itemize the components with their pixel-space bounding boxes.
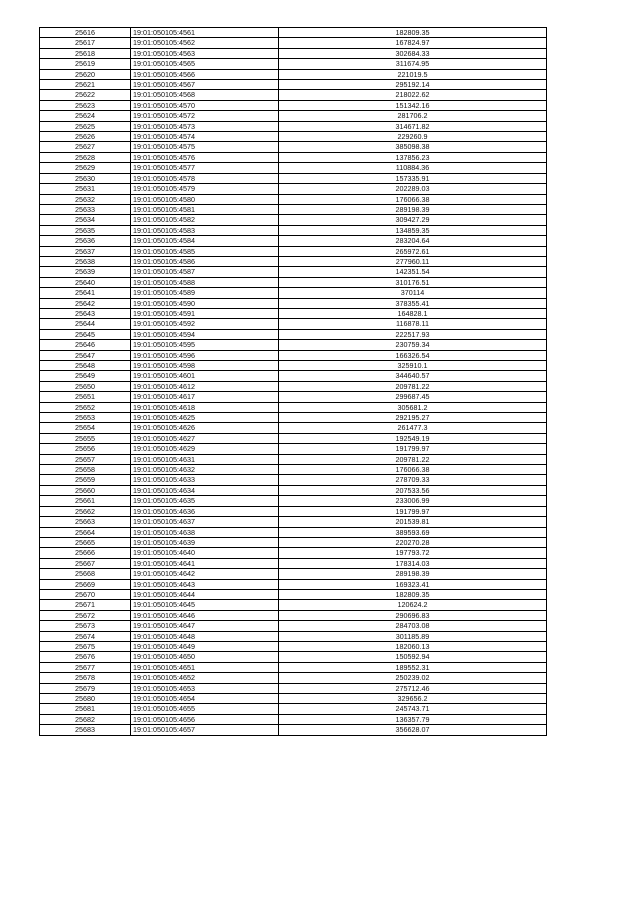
value-cell: 385098.38	[279, 142, 547, 152]
value-cell: 176066.38	[279, 465, 547, 475]
table-row	[40, 402, 547, 412]
value-cell: 289198.39	[279, 204, 547, 214]
table-row	[40, 329, 547, 339]
row-number-cell: 25676	[40, 652, 131, 662]
cadastral-number-cell: 19:01:050105:4617	[131, 392, 279, 402]
table-row	[40, 48, 547, 58]
value-cell: 166326.54	[279, 350, 547, 360]
table-row	[40, 111, 547, 121]
value-cell: 325910.1	[279, 361, 547, 371]
cadastral-number-cell: 19:01:050105:4643	[131, 579, 279, 589]
table-row	[40, 537, 547, 547]
cadastral-number-cell: 19:01:050105:4626	[131, 423, 279, 433]
value-cell: 189552.31	[279, 662, 547, 672]
cadastral-number-cell: 19:01:050105:4573	[131, 121, 279, 131]
row-number-cell: 25670	[40, 589, 131, 599]
value-cell: 167824.97	[279, 38, 547, 48]
row-number-cell: 25682	[40, 714, 131, 724]
row-number-cell: 25681	[40, 704, 131, 714]
row-number-cell: 25639	[40, 267, 131, 277]
table-row	[40, 694, 547, 704]
row-number-cell: 25646	[40, 340, 131, 350]
value-cell: 137856.23	[279, 152, 547, 162]
cadastral-number-cell: 19:01:050105:4650	[131, 652, 279, 662]
row-number-cell: 25673	[40, 621, 131, 631]
row-number-cell: 25640	[40, 277, 131, 287]
table-row	[40, 423, 547, 433]
row-number-cell: 25624	[40, 111, 131, 121]
row-number-cell: 25671	[40, 600, 131, 610]
row-number-cell: 25680	[40, 694, 131, 704]
row-number-cell: 25622	[40, 90, 131, 100]
cadastral-number-cell: 19:01:050105:4577	[131, 163, 279, 173]
table-row	[40, 173, 547, 183]
row-number-cell: 25643	[40, 308, 131, 318]
value-cell: 310176.51	[279, 277, 547, 287]
value-cell: 283204.64	[279, 236, 547, 246]
value-cell: 191799.97	[279, 506, 547, 516]
cadastral-number-cell: 19:01:050105:4638	[131, 527, 279, 537]
cadastral-number-cell: 19:01:050105:4642	[131, 569, 279, 579]
row-number-cell: 25653	[40, 413, 131, 423]
cadastral-number-cell: 19:01:050105:4574	[131, 132, 279, 142]
row-number-cell: 25663	[40, 517, 131, 527]
value-cell: 197793.72	[279, 548, 547, 558]
table-row	[40, 298, 547, 308]
cadastral-number-cell: 19:01:050105:4655	[131, 704, 279, 714]
cadastral-number-cell: 19:01:050105:4639	[131, 537, 279, 547]
cadastral-number-cell: 19:01:050105:4594	[131, 329, 279, 339]
table-row	[40, 288, 547, 298]
row-number-cell: 25675	[40, 641, 131, 651]
cadastral-number-cell: 19:01:050105:4568	[131, 90, 279, 100]
row-number-cell: 25650	[40, 381, 131, 391]
table-row	[40, 506, 547, 516]
table-body	[40, 28, 547, 736]
value-cell: 134859.35	[279, 225, 547, 235]
value-cell: 314671.82	[279, 121, 547, 131]
row-number-cell: 25632	[40, 194, 131, 204]
value-cell: 169323.41	[279, 579, 547, 589]
row-number-cell: 25658	[40, 465, 131, 475]
table-row	[40, 371, 547, 381]
value-cell: 176066.38	[279, 194, 547, 204]
cadastral-number-cell: 19:01:050105:4652	[131, 673, 279, 683]
cadastral-number-cell: 19:01:050105:4656	[131, 714, 279, 724]
cadastral-number-cell: 19:01:050105:4580	[131, 194, 279, 204]
table-row	[40, 361, 547, 371]
value-cell: 136357.79	[279, 714, 547, 724]
value-cell: 265972.61	[279, 246, 547, 256]
row-number-cell: 25656	[40, 444, 131, 454]
table-row	[40, 496, 547, 506]
table-row	[40, 215, 547, 225]
value-cell: 230759.34	[279, 340, 547, 350]
cadastral-number-cell: 19:01:050105:4649	[131, 641, 279, 651]
cadastral-number-cell: 19:01:050105:4627	[131, 433, 279, 443]
cadastral-number-cell: 19:01:050105:4591	[131, 308, 279, 318]
value-cell: 182060.13	[279, 641, 547, 651]
value-cell: 182809.35	[279, 28, 547, 38]
cadastral-number-cell: 19:01:050105:4641	[131, 558, 279, 568]
table-row	[40, 392, 547, 402]
cadastral-number-cell: 19:01:050105:4575	[131, 142, 279, 152]
cadastral-number-cell: 19:01:050105:4589	[131, 288, 279, 298]
table-row	[40, 121, 547, 131]
row-number-cell: 25631	[40, 184, 131, 194]
value-cell: 344640.57	[279, 371, 547, 381]
table-row	[40, 704, 547, 714]
row-number-cell: 25636	[40, 236, 131, 246]
cadastral-number-cell: 19:01:050105:4583	[131, 225, 279, 235]
row-number-cell: 25683	[40, 725, 131, 735]
table-row	[40, 579, 547, 589]
row-number-cell: 25649	[40, 371, 131, 381]
cadastral-number-cell: 19:01:050105:4645	[131, 600, 279, 610]
cadastral-number-cell: 19:01:050105:4636	[131, 506, 279, 516]
table-row	[40, 277, 547, 287]
row-number-cell: 25655	[40, 433, 131, 443]
table-row	[40, 59, 547, 69]
value-cell: 250239.02	[279, 673, 547, 683]
table-row	[40, 548, 547, 558]
cadastral-number-cell: 19:01:050105:4612	[131, 381, 279, 391]
table-row	[40, 152, 547, 162]
cadastral-number-cell: 19:01:050105:4654	[131, 694, 279, 704]
value-cell: 192549.19	[279, 433, 547, 443]
row-number-cell: 25621	[40, 80, 131, 90]
table-row	[40, 444, 547, 454]
value-cell: 191799.97	[279, 444, 547, 454]
value-cell: 151342.16	[279, 100, 547, 110]
cadastral-number-cell: 19:01:050105:4562	[131, 38, 279, 48]
value-cell: 378355.41	[279, 298, 547, 308]
cadastral-number-cell: 19:01:050105:4633	[131, 475, 279, 485]
table-row	[40, 100, 547, 110]
value-cell: 120624.2	[279, 600, 547, 610]
value-cell: 309427.29	[279, 215, 547, 225]
row-number-cell: 25677	[40, 662, 131, 672]
table-row	[40, 225, 547, 235]
table-row	[40, 194, 547, 204]
value-cell: 222517.93	[279, 329, 547, 339]
table-row	[40, 28, 547, 38]
row-number-cell: 25648	[40, 361, 131, 371]
cadastral-number-cell: 19:01:050105:4596	[131, 350, 279, 360]
cadastral-number-cell: 19:01:050105:4637	[131, 517, 279, 527]
cadastral-number-cell: 19:01:050105:4588	[131, 277, 279, 287]
row-number-cell: 25665	[40, 537, 131, 547]
value-cell: 209781.22	[279, 454, 547, 464]
row-number-cell: 25644	[40, 319, 131, 329]
table-row	[40, 621, 547, 631]
row-number-cell: 25662	[40, 506, 131, 516]
value-cell: 245743.71	[279, 704, 547, 714]
cadastral-number-cell: 19:01:050105:4647	[131, 621, 279, 631]
cadastral-value-table	[39, 27, 547, 736]
row-number-cell: 25669	[40, 579, 131, 589]
table-row	[40, 610, 547, 620]
cadastral-number-cell: 19:01:050105:4651	[131, 662, 279, 672]
cadastral-number-cell: 19:01:050105:4565	[131, 59, 279, 69]
table-row	[40, 485, 547, 495]
row-number-cell: 25633	[40, 204, 131, 214]
row-number-cell: 25660	[40, 485, 131, 495]
table-row	[40, 600, 547, 610]
row-number-cell: 25657	[40, 454, 131, 464]
row-number-cell: 25620	[40, 69, 131, 79]
value-cell: 142351.54	[279, 267, 547, 277]
row-number-cell: 25651	[40, 392, 131, 402]
table-row	[40, 256, 547, 266]
cadastral-number-cell: 19:01:050105:4631	[131, 454, 279, 464]
cadastral-number-cell: 19:01:050105:4572	[131, 111, 279, 121]
cadastral-number-cell: 19:01:050105:4587	[131, 267, 279, 277]
table-row	[40, 673, 547, 683]
table-row	[40, 725, 547, 735]
row-number-cell: 25642	[40, 298, 131, 308]
table-row	[40, 662, 547, 672]
row-number-cell: 25661	[40, 496, 131, 506]
table-row	[40, 163, 547, 173]
value-cell: 157335.91	[279, 173, 547, 183]
value-cell: 209781.22	[279, 381, 547, 391]
value-cell: 182809.35	[279, 589, 547, 599]
value-cell: 207533.56	[279, 485, 547, 495]
table-row	[40, 683, 547, 693]
cadastral-number-cell: 19:01:050105:4644	[131, 589, 279, 599]
cadastral-number-cell: 19:01:050105:4570	[131, 100, 279, 110]
cadastral-number-cell: 19:01:050105:4635	[131, 496, 279, 506]
table-row	[40, 142, 547, 152]
cadastral-number-cell: 19:01:050105:4629	[131, 444, 279, 454]
value-cell: 277960.11	[279, 256, 547, 266]
row-number-cell: 25623	[40, 100, 131, 110]
value-cell: 233006.99	[279, 496, 547, 506]
row-number-cell: 25641	[40, 288, 131, 298]
table-row	[40, 631, 547, 641]
table-row	[40, 246, 547, 256]
value-cell: 150592.94	[279, 652, 547, 662]
cadastral-number-cell: 19:01:050105:4634	[131, 485, 279, 495]
table-row	[40, 236, 547, 246]
table-row	[40, 475, 547, 485]
row-number-cell: 25634	[40, 215, 131, 225]
value-cell: 110884.36	[279, 163, 547, 173]
row-number-cell: 25668	[40, 569, 131, 579]
table-row	[40, 413, 547, 423]
row-number-cell: 25678	[40, 673, 131, 683]
row-number-cell: 25638	[40, 256, 131, 266]
row-number-cell: 25672	[40, 610, 131, 620]
cadastral-number-cell: 19:01:050105:4592	[131, 319, 279, 329]
table-row	[40, 381, 547, 391]
value-cell: 278709.33	[279, 475, 547, 485]
cadastral-number-cell: 19:01:050105:4595	[131, 340, 279, 350]
cadastral-number-cell: 19:01:050105:4618	[131, 402, 279, 412]
row-number-cell: 25619	[40, 59, 131, 69]
row-number-cell: 25674	[40, 631, 131, 641]
table-row	[40, 340, 547, 350]
table-row	[40, 319, 547, 329]
cadastral-number-cell: 19:01:050105:4640	[131, 548, 279, 558]
row-number-cell: 25667	[40, 558, 131, 568]
table-row	[40, 517, 547, 527]
cadastral-number-cell: 19:01:050105:4590	[131, 298, 279, 308]
value-cell: 221019.5	[279, 69, 547, 79]
value-cell: 261477.3	[279, 423, 547, 433]
cadastral-number-cell: 19:01:050105:4566	[131, 69, 279, 79]
value-cell: 370114	[279, 288, 547, 298]
row-number-cell: 25626	[40, 132, 131, 142]
row-number-cell: 25654	[40, 423, 131, 433]
table-row	[40, 641, 547, 651]
row-number-cell: 25628	[40, 152, 131, 162]
value-cell: 218022.62	[279, 90, 547, 100]
row-number-cell: 25630	[40, 173, 131, 183]
row-number-cell: 25679	[40, 683, 131, 693]
cadastral-number-cell: 19:01:050105:4576	[131, 152, 279, 162]
table-row	[40, 184, 547, 194]
value-cell: 284703.08	[279, 621, 547, 631]
cadastral-number-cell: 19:01:050105:4601	[131, 371, 279, 381]
table-row	[40, 308, 547, 318]
value-cell: 299687.45	[279, 392, 547, 402]
cadastral-number-cell: 19:01:050105:4581	[131, 204, 279, 214]
cadastral-number-cell: 19:01:050105:4657	[131, 725, 279, 735]
cadastral-number-cell: 19:01:050105:4584	[131, 236, 279, 246]
cadastral-number-cell: 19:01:050105:4567	[131, 80, 279, 90]
table-row	[40, 569, 547, 579]
cadastral-number-cell: 19:01:050105:4585	[131, 246, 279, 256]
table-row	[40, 433, 547, 443]
table-row	[40, 465, 547, 475]
cadastral-number-cell: 19:01:050105:4561	[131, 28, 279, 38]
row-number-cell: 25617	[40, 38, 131, 48]
value-cell: 389593.69	[279, 527, 547, 537]
cadastral-number-cell: 19:01:050105:4598	[131, 361, 279, 371]
value-cell: 229260.9	[279, 132, 547, 142]
table-row	[40, 267, 547, 277]
row-number-cell: 25664	[40, 527, 131, 537]
table-row	[40, 714, 547, 724]
value-cell: 116878.11	[279, 319, 547, 329]
cadastral-number-cell: 19:01:050105:4586	[131, 256, 279, 266]
value-cell: 302684.33	[279, 48, 547, 58]
cadastral-number-cell: 19:01:050105:4653	[131, 683, 279, 693]
value-cell: 275712.46	[279, 683, 547, 693]
row-number-cell: 25629	[40, 163, 131, 173]
row-number-cell: 25647	[40, 350, 131, 360]
value-cell: 289198.39	[279, 569, 547, 579]
cadastral-number-cell: 19:01:050105:4646	[131, 610, 279, 620]
table-row	[40, 132, 547, 142]
value-cell: 301185.89	[279, 631, 547, 641]
table-row	[40, 204, 547, 214]
table-row	[40, 80, 547, 90]
value-cell: 201539.81	[279, 517, 547, 527]
row-number-cell: 25645	[40, 329, 131, 339]
row-number-cell: 25625	[40, 121, 131, 131]
table-row	[40, 38, 547, 48]
cadastral-number-cell: 19:01:050105:4578	[131, 173, 279, 183]
value-cell: 202289.03	[279, 184, 547, 194]
cadastral-number-cell: 19:01:050105:4632	[131, 465, 279, 475]
cadastral-number-cell: 19:01:050105:4579	[131, 184, 279, 194]
value-cell: 305681.2	[279, 402, 547, 412]
table-row	[40, 350, 547, 360]
row-number-cell: 25659	[40, 475, 131, 485]
value-cell: 295192.14	[279, 80, 547, 90]
row-number-cell: 25627	[40, 142, 131, 152]
table-row	[40, 558, 547, 568]
table-row	[40, 69, 547, 79]
value-cell: 164828.1	[279, 308, 547, 318]
table-row	[40, 589, 547, 599]
row-number-cell: 25652	[40, 402, 131, 412]
value-cell: 178314.03	[279, 558, 547, 568]
cadastral-number-cell: 19:01:050105:4625	[131, 413, 279, 423]
value-cell: 220270.28	[279, 537, 547, 547]
value-cell: 311674.95	[279, 59, 547, 69]
value-cell: 329656.2	[279, 694, 547, 704]
row-number-cell: 25616	[40, 28, 131, 38]
row-number-cell: 25637	[40, 246, 131, 256]
table-row	[40, 454, 547, 464]
cadastral-number-cell: 19:01:050105:4582	[131, 215, 279, 225]
table-row	[40, 90, 547, 100]
value-cell: 281706.2	[279, 111, 547, 121]
cadastral-number-cell: 19:01:050105:4648	[131, 631, 279, 641]
table-row	[40, 527, 547, 537]
table-row	[40, 652, 547, 662]
value-cell: 292195.27	[279, 413, 547, 423]
value-cell: 290696.83	[279, 610, 547, 620]
row-number-cell: 25618	[40, 48, 131, 58]
row-number-cell: 25635	[40, 225, 131, 235]
row-number-cell: 25666	[40, 548, 131, 558]
cadastral-number-cell: 19:01:050105:4563	[131, 48, 279, 58]
value-cell: 356628.07	[279, 725, 547, 735]
